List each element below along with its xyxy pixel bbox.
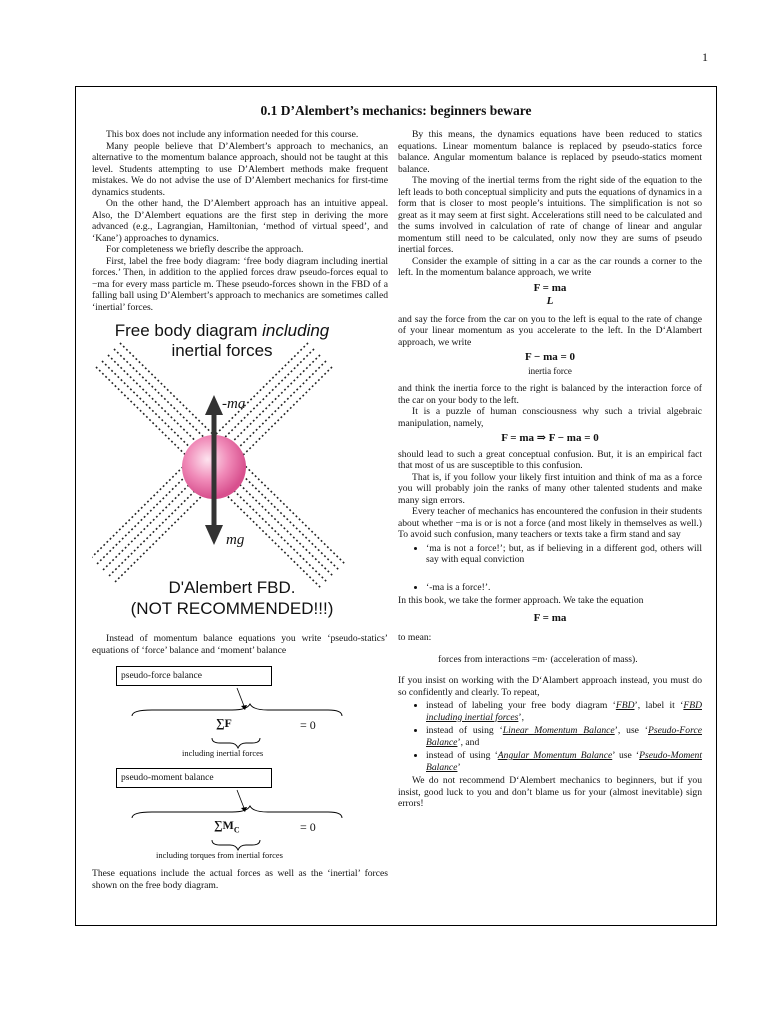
right-column [398, 129, 702, 810]
paragraph: In this book, we take the former approach. We take the equation [398, 595, 644, 606]
list-item: • instead of using ‘Linear Momentum Balance’, use ‘Pseudo-Force Balance’, and [426, 725, 702, 748]
paragraph: Consider the example of sitting in a car as the car rounds a corner to the left. In the momentum balance approach, we write [398, 255, 702, 278]
gravity-force-label: mg [226, 532, 245, 548]
paragraph: forces from interactions =m· (acceleration of mass). [438, 653, 638, 665]
paragraph: to mean: [398, 632, 432, 643]
paragraph: It is a puzzle of human consciousness why such a trivial algebraic manipulation, namely, [398, 406, 702, 429]
pseudo-moment-equation [92, 788, 388, 860]
list-item: • instead of using ‘Angular Momentum Balance’ use ‘Pseudo-Moment Balance’ [426, 750, 702, 773]
equation-momentum: F = ma [533, 281, 567, 294]
arrow-down-head [205, 525, 223, 545]
paragraph: By this means, the dynamics equations have been reduced to statics equations. Linear momentum balance is replaced by pseudo-statics force balance. Angular momentum balance is replaced by pseudo-statics moment balance. [398, 129, 702, 175]
inertial-force-label: -ma [222, 396, 246, 412]
paragraph: and say the force from the car on you to the left is equal to the rate of change of your linear momentum as you accelerate to the left. In the D‘Alambert approach, we write [398, 313, 702, 348]
paragraph: should lead to such a great conceptual confusion. But, it is an empirical fact that most of us are susceptible to this confusion. [398, 448, 702, 471]
page-number: 1 [702, 50, 708, 64]
paragraph: Many people believe that D’Alembert’s approach to mechanics, an alternative to the momentum balance approach, should not be taught at this level. Students attempting to use D’Alembert methods make frequent mistakes. We do not advise the use of D’Alembert mechanics for first-time dynamics students. [92, 140, 388, 198]
content-box [75, 86, 717, 926]
equation-momentum-underlabel: L [546, 295, 554, 307]
paragraph: Instead of momentum balance equations you write ‘pseudo-statics’ equations of ‘force’ balance and ‘moment’ balance [92, 633, 388, 656]
paragraph: and think the inertia force to the right is balanced by the interaction force of the car on your body to the left. [398, 383, 702, 406]
equation-dalembert: F − ma = 0 [524, 351, 575, 363]
equals-zero: = 0 [300, 718, 316, 732]
equation-newton: F = ma [533, 611, 567, 624]
fbd-caption: D'Alembert FBD. (NOT RECOMMENDED!!!) [130, 578, 334, 618]
fbd-title: Free body diagram including inertial forces [114, 321, 330, 360]
free-body-diagram [92, 321, 388, 627]
paragraph: On the other hand, the D’Alembert approach has an intuitive appeal. Also, the D’Alembert equations are the first step in deriving the more advanced (e.g., Lagrangian, Hamiltonian, ‘method of virtual speed’, and ‘Kane’) approaches to dynamics. [92, 198, 388, 244]
arrow-up-head [205, 395, 223, 415]
bullet-list-2 [398, 700, 702, 773]
equation-manipulation: F = ma ⇒ F − ma = 0 [501, 432, 599, 444]
paragraph: The moving of the inertial terms from the right side of the equation to the left leads to both conceptual simplicity and puts the equations of dynamics in a form that is closer to most people’s intuitions. The simplification is not so great as it may seem at first sight. Accelerations still need to be calculated and the sums involved in calculation of rate of change of linear and angular momentum still need to be calculated, only now they are sums of pseudo inertial forces. [398, 175, 702, 255]
including-torques-label: including torques from inertial forces [156, 850, 283, 860]
paragraph: We do not recommend D‘Alembert mechanics to beginners, but if you insist, good luck to you and don’t blame us for your (almost inevitable) sign errors! [398, 775, 702, 809]
equals-zero: = 0 [300, 820, 316, 834]
pseudo-force-equation [92, 686, 388, 758]
paragraph: Every teacher of mechanics has encountered the confusion in their students about whether −ma is or is not a force (and most likely in themselves as well.) To avoid such confusion, many teachers or texts take a firm stand and say [398, 506, 702, 540]
bullet-list-1 [398, 543, 702, 594]
list-item: • ‘-ma is a force!’. [426, 582, 702, 594]
paragraph: First, label the free body diagram: ‘free body diagram including inertial forces.’ Then, in addition to the applied forces draw pseudo-forces equal to −ma for every mass particle m. These pseudo-forces shown in the FBD of a falling ball using D’Alembert’s approach to mechanics are sometimes called ‘inertial’ forces. [92, 255, 388, 313]
left-column [92, 129, 388, 891]
sum-moment: $\sum M_C$ [214, 818, 240, 835]
paragraph: For completeness we briefly describe the approach. [106, 244, 304, 255]
paragraph: These equations include the actual forces as well as the ‘inertial’ forces shown on the free body diagram. [92, 868, 388, 891]
list-item: • instead of labeling your free body diagram ‘FBD’, label it ‘FBD including inertial forces’, [426, 700, 702, 723]
pseudo-moment-balance-box: pseudo-moment balance [116, 768, 272, 788]
paragraph: That is, if you follow your likely first intuition and think of ma as a force you will probably join the ranks of many other talented students and make many sign errors. [398, 471, 702, 506]
paragraph: This box does not include any information needed for this course. [106, 129, 359, 140]
pseudo-force-balance-box: pseudo-force balance [116, 666, 272, 686]
inertia-force-label: inertia force [528, 365, 572, 376]
list-item: • ‘ma is not a force!’; but, as if believing in a different god, others will say with equal conviction [426, 543, 702, 566]
including-inertial-label: including inertial forces [182, 748, 264, 758]
paragraph: If you insist on working with the D‘Alambert approach instead, you must do so confidently and clearly. To repeat, [398, 675, 702, 698]
box-title: 0.1 D’Alembert’s mechanics: beginners beware [260, 103, 532, 118]
sum-force: ∑F [216, 716, 232, 730]
